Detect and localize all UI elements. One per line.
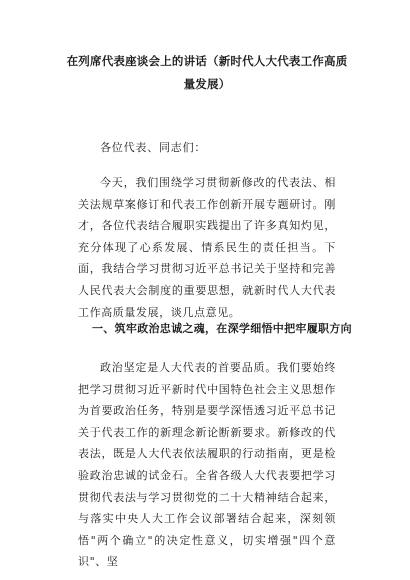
greeting: 各位代表、同志们： — [100, 141, 207, 154]
section-heading: 一、筑牢政治忠诚之魂，在深学细悟中把牢履职方向 — [92, 322, 352, 335]
paragraph-intro: 今天，我们围绕学习贯彻新修改的代表法、相关法规草案修订和代表工作创新开展专题研讨。刚才，各位代表结合履职实践提出了许多真知灼见，充分体现了心系发展、情系民生的责任担当。下面，我结合学习贯彻习近平总书记关于坚持和完善人民代表大会制度的重要思想，就新时代人大代表工作高质量发展，谈几点意见。 — [78, 176, 336, 319]
paragraph-section-1: 政治坚定是人大代表的首要品质。我们要始终把学习贯彻习近平新时代中国特色社会主义思想作为首要政治任务，特别是要学深悟透习近平总书记关于代表工作的新理念新论断新要求。新修改的代表法，既是人大代表依法履职的行动指南，更是检验政治忠诚的试金石。全省各级人大代表要把学习贯彻代表法与学习贯彻党的二十大精神结合起来，与落实中央人大工作会议部署结合起来，深刻领悟"两个确立"的决定性意义，切实增强"四个意识"、坚 — [78, 361, 336, 569]
document-title: 在列席代表座谈会上的讲话（新时代人大代表工作高质量发展） — [66, 54, 348, 91]
